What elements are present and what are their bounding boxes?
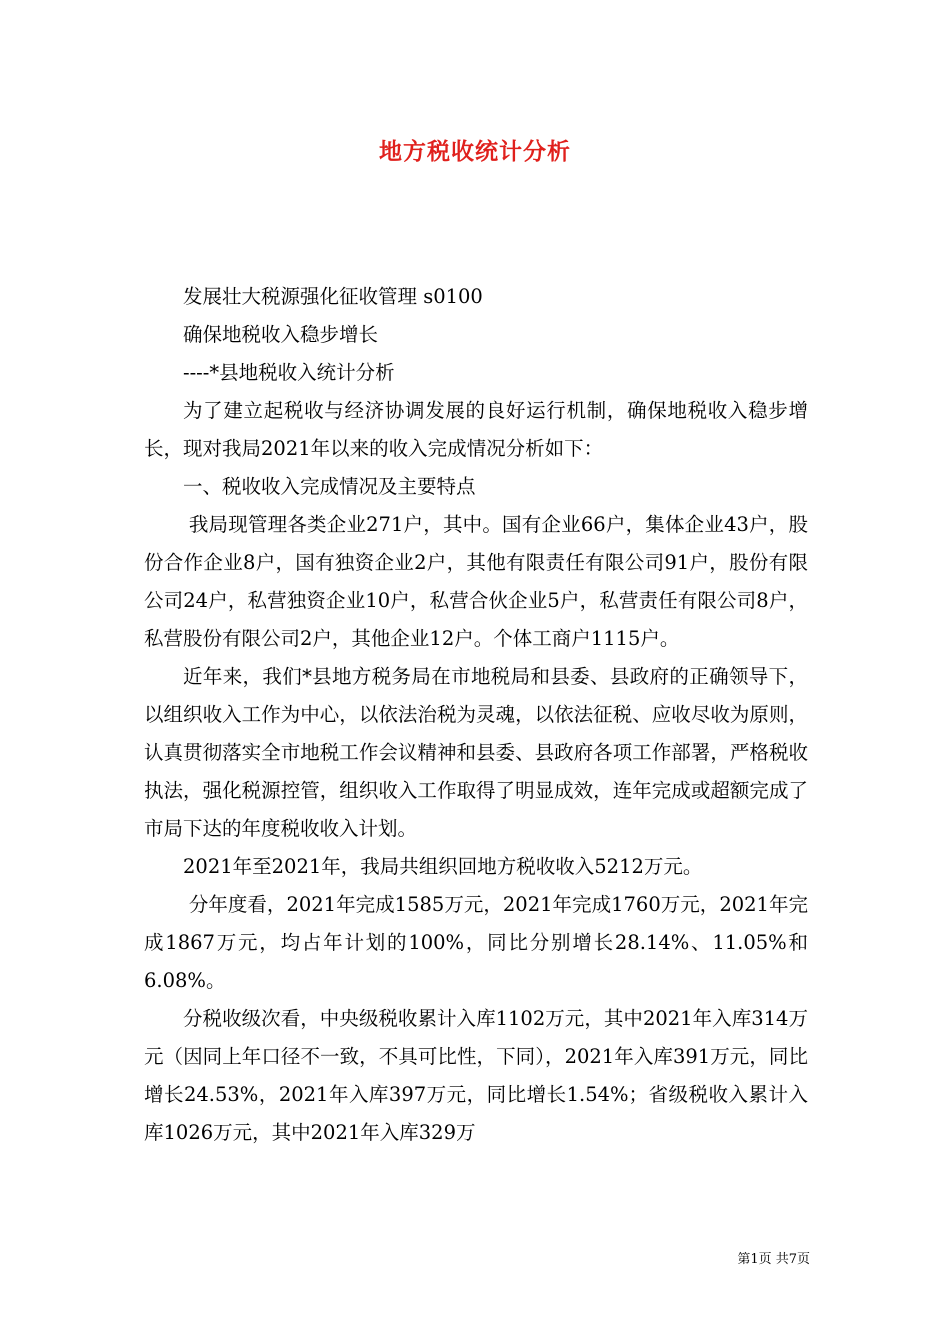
section-heading: 一、税收收入完成情况及主要特点 — [183, 475, 476, 498]
document-title: 地方税收统计分析 — [379, 138, 571, 165]
paragraph-total-revenue: 2021年至2021年，我局共组织回地方税收收入5212万元。 — [183, 855, 703, 878]
document-body — [144, 278, 808, 1152]
page-number: 第1页 共7页 — [737, 1252, 810, 1267]
subtitle-line-2: 确保地税收入稳步增长 — [183, 323, 379, 346]
paragraph-by-level: 分税收级次看，中央级税收累计入库1102万元，其中2021年入库314万元（因同上年口径不一致，不具可比性，下同），2021年入库391万元，同比增长24.53%，2021年入库397万元，同比增长1.54%；省级税收入累计入库1026万元，其中2021年入库329万 — [144, 1007, 808, 1144]
paragraph-recent-years: 近年来，我们*县地方税务局在市地税局和县委、县政府的正确领导下，以组织收入工作为中心，以依法治税为灵魂，以依法征税、应收尽收为原则，认真贯彻落实全市地税工作会议精神和县委、县政府各项工作部署，严格税收执法，强化税源控管，组织收入工作取得了明显成效，连年完成或超额完成了市局下达的年度税收收入计划。 — [144, 665, 808, 840]
paragraph-intro: 为了建立起税收与经济协调发展的良好运行机制，确保地税收入稳步增长，现对我局2021年以来的收入完成情况分析如下： — [144, 399, 808, 460]
paragraph-enterprises: 我局现管理各类企业271户，其中。国有企业66户，集体企业43户，股份合作企业8户，国有独资企业2户，其他有限责任有限公司91户，股份有限公司24户，私营独资企业10户，私营合伙企业5户，私营责任有限公司8户，私营股份有限公司2户，其他企业12户。个体工商户1115户。 — [144, 513, 808, 650]
subtitle-line-1: 发展壮大税源强化征收管理 s0100 — [183, 285, 483, 308]
subtitle-line-3: ----*县地税收入统计分析 — [183, 361, 395, 384]
paragraph-by-year: 分年度看，2021年完成1585万元，2021年完成1760万元，2021年完成1867万元，均占年计划的100%，同比分别增长28.14%、11.05%和6.08%。 — [144, 893, 808, 992]
